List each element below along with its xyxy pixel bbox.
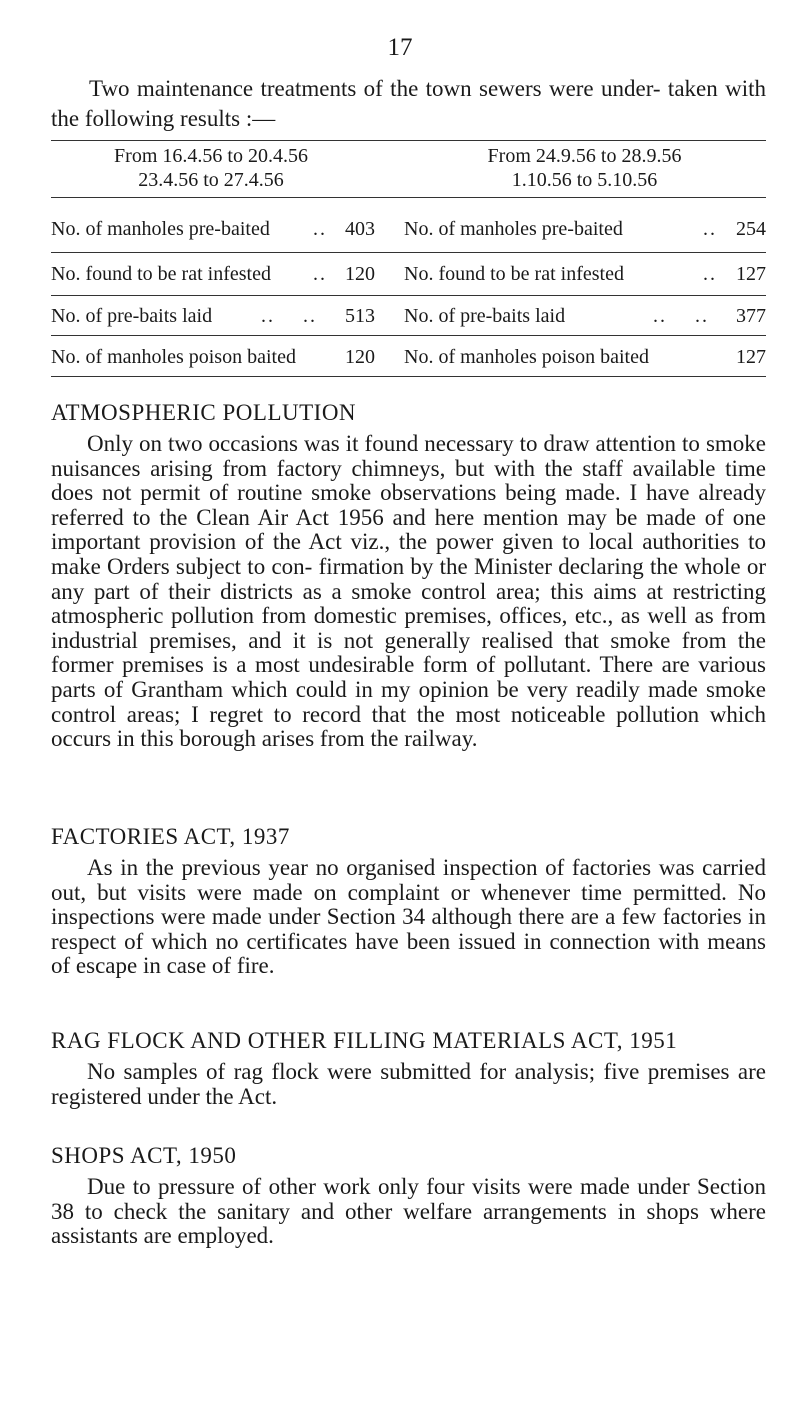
- section-body-rag-flock-act: [51, 1060, 766, 1109]
- paragraph: Due to pressure of other work only four visits were made under Section 38 to check the sanitary and other welfare arrangements in shops where assistants are employed.: [51, 1174, 766, 1249]
- row3-right-value: 377: [736, 305, 766, 327]
- intro-text: Two maintenance treatments of the town sewers were under- taken with the following results :—: [51, 76, 766, 131]
- row1-right-value: 254: [736, 218, 766, 240]
- row1-left-value: 403: [345, 218, 375, 240]
- left-period-line2: 23.4.56 to 27.4.56: [138, 169, 284, 191]
- row4-left-value: 120: [345, 346, 375, 368]
- row1-right-dots: ..: [703, 218, 717, 240]
- row2-left-label: No. found to be rat infested: [51, 263, 271, 285]
- paragraph: No samples of rag flock were submitted for analysis; five premises are registered under the Act.: [51, 1059, 766, 1109]
- row4-right-value: 127: [736, 346, 766, 368]
- section-title-atmospheric-pollution: ATMOSPHERIC POLLUTION: [51, 400, 357, 425]
- table-header-rule: [51, 197, 766, 198]
- row2-left-dots: ..: [313, 263, 327, 285]
- row2-right-value: 127: [736, 263, 766, 285]
- row2-right-label: No. found to be rat infested: [404, 263, 624, 285]
- table-top-rule: [51, 140, 766, 141]
- row1-left-dots: ..: [313, 218, 327, 240]
- row3-left-value: 513: [345, 305, 375, 327]
- row1-left-label: No. of manholes pre-baited: [51, 218, 270, 240]
- section-title-shops-act: SHOPS ACT, 1950: [51, 1143, 237, 1168]
- row-rule: [51, 252, 766, 253]
- section-body-shops-act: [51, 1175, 766, 1249]
- section-title-factories-act: FACTORIES ACT, 1937: [51, 824, 290, 849]
- row-rule: [51, 295, 766, 296]
- left-period-header: [51, 144, 371, 192]
- table-bottom-rule: [51, 376, 766, 377]
- row-rule: [51, 335, 766, 336]
- row4-right-label: No. of manholes poison baited: [404, 346, 649, 368]
- row2-right-dots: ..: [703, 263, 717, 285]
- right-period-header: [403, 144, 766, 192]
- right-period-line2: 1.10.56 to 5.10.56: [511, 169, 658, 191]
- row2-left-value: 120: [345, 263, 375, 285]
- row3-right-dots: .. ..: [653, 305, 709, 327]
- intro-paragraph: [51, 74, 766, 134]
- row4-left-label: No. of manholes poison baited: [51, 346, 296, 368]
- section-body-atmospheric-pollution: [51, 432, 766, 752]
- section-body-factories-act: [51, 856, 766, 979]
- paragraph: Only on two occasions was it found necessary to draw attention to smoke nuisances arising from factory chimneys, but with the staff available time does not permit of routine smoke observations being made. I have already referred to the Clean Air Act 1956 and here mention may be made of one important provision of the Act viz., the power given to local authorities to make Orders subject to con- firmation by the Minister declaring the whole or any part of their districts as a smoke control area; this aims at restricting atmospheric pollution from domestic premises, offices, etc., as well as from industrial premises, and it is not generally realised that smoke from the former premises is a most undesirable form of pollutant. There are various parts of Grantham which could in my opinion be very readily made smoke control areas; I regret to record that the most noticeable pollution which occurs in this borough arises from the railway.: [51, 431, 766, 752]
- page-number: 17: [387, 34, 413, 61]
- section-title-rag-flock-act: RAG FLOCK AND OTHER FILLING MATERIALS ACT, 1951: [51, 1028, 678, 1053]
- row3-left-dots: .. ..: [261, 305, 317, 327]
- row1-right-label: No. of manholes pre-baited: [404, 218, 623, 240]
- left-period-line1: From 16.4.56 to 20.4.56: [114, 145, 308, 167]
- paragraph: As in the previous year no organised inspection of factories was carried out, but visits were made on complaint or whenever time permitted. No inspections were made under Section 34 although there are a few factories in respect of which no certificates have been issued in connection with means of escape in case of fire.: [51, 855, 766, 979]
- row3-right-label: No. of pre-baits laid: [404, 305, 566, 327]
- right-period-line1: From 24.9.56 to 28.9.56: [487, 145, 682, 167]
- row3-left-label: No. of pre-baits laid: [51, 305, 213, 327]
